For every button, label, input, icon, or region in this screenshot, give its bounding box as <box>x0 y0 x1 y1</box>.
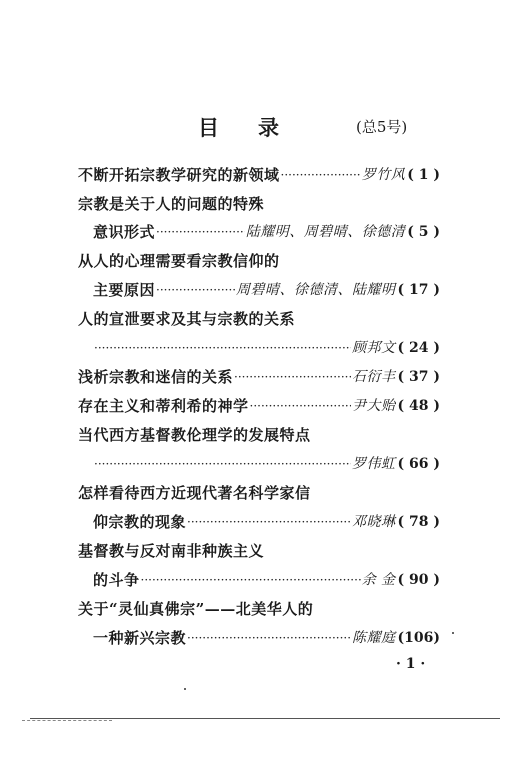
toc-entry <box>93 568 440 592</box>
entry-title: 人的宣泄要求及其与宗教的关系 <box>78 310 296 328</box>
scan-speck <box>452 632 454 634</box>
entry-title: 一种新兴宗教 <box>93 629 187 647</box>
entry-title: 怎样看待西方近现代著名科学家信 <box>78 484 311 502</box>
entry-author: 罗竹风 <box>361 167 406 183</box>
entry-author: 余 金 <box>361 572 396 588</box>
leader-dots <box>156 278 235 302</box>
entry-page: ( 90 ) <box>397 572 440 588</box>
toc-entry <box>78 192 440 216</box>
entry-author: 邓晓琳 <box>352 514 396 530</box>
toc-entry <box>93 220 440 244</box>
leader-dots <box>250 394 352 418</box>
toc-entry <box>78 423 440 447</box>
leader-dots <box>234 365 351 389</box>
entry-page: ( 17 ) <box>397 282 440 298</box>
entry-title: 关于“灵仙真佛宗”——北美华人的 <box>78 600 314 618</box>
entry-page: ( 5 ) <box>407 224 440 240</box>
entry-title: 浅析宗教和迷信的关系 <box>78 368 234 386</box>
toc-entry <box>93 278 440 302</box>
entry-author: 周碧晴、徐德清、陆耀明 <box>236 282 396 298</box>
heading-char-mu: 目 <box>198 115 219 140</box>
leader-dots <box>187 510 351 534</box>
entry-author: 顾邦文 <box>352 340 396 356</box>
toc-entry <box>93 452 440 476</box>
entry-title: 从人的心理需要看宗教信仰的 <box>78 252 280 270</box>
issue-number: (总5号) <box>356 118 408 136</box>
page-number: · 1 · <box>396 656 426 672</box>
entry-author: 陈耀庭 <box>352 630 396 646</box>
entry-page: ( 48 ) <box>397 398 440 414</box>
toc-entry <box>78 307 440 331</box>
toc-entry <box>78 597 440 621</box>
toc-entry <box>93 626 440 650</box>
entry-author: 陆耀明、周碧晴、徐德清 <box>245 224 406 240</box>
entry-page: ( 66 ) <box>397 456 440 472</box>
entry-page: ( 78 ) <box>397 514 440 530</box>
heading-char-lu: 录 <box>258 115 279 140</box>
entry-page: ( 24 ) <box>397 340 440 356</box>
toc-heading <box>0 112 506 142</box>
entry-title: 主要原因 <box>93 281 156 299</box>
leader-dots <box>141 568 361 592</box>
bottom-rule <box>30 718 500 719</box>
scan-speck <box>184 688 186 690</box>
entry-page: (106) <box>397 630 440 646</box>
entry-title: 的斗争 <box>93 571 140 589</box>
entry-title: 基督教与反对南非种族主义 <box>78 542 265 560</box>
leader-dots <box>281 163 361 187</box>
toc-entry <box>78 394 440 418</box>
entry-title: 不断开拓宗教学研究的新领域 <box>78 166 280 184</box>
entry-title: 仰宗教的现象 <box>93 513 187 531</box>
entry-title: 存在主义和蒂利希的神学 <box>78 397 249 415</box>
leader-dots <box>187 626 351 650</box>
leader-dots <box>156 220 245 244</box>
toc-entry <box>78 249 440 273</box>
entry-title: 当代西方基督教伦理学的发展特点 <box>78 426 311 444</box>
entry-title: 意识形式 <box>93 223 156 241</box>
entry-page: ( 1 ) <box>407 167 440 183</box>
toc-entry <box>78 481 440 505</box>
entry-title: 宗教是关于人的问题的特殊 <box>78 195 265 213</box>
entry-author: 尹大贻 <box>352 398 396 414</box>
entry-page: ( 37 ) <box>397 369 440 385</box>
leader-dots <box>94 452 351 476</box>
bottom-rule-fragment <box>22 720 112 721</box>
toc-entry <box>78 365 440 389</box>
entry-author: 罗伟虹 <box>352 456 396 472</box>
toc-entry <box>93 336 440 360</box>
entry-author: 石衍丰 <box>352 369 396 385</box>
toc-entry <box>78 163 440 187</box>
toc-entry <box>78 539 440 563</box>
toc-entry <box>93 510 440 534</box>
leader-dots <box>94 336 351 360</box>
